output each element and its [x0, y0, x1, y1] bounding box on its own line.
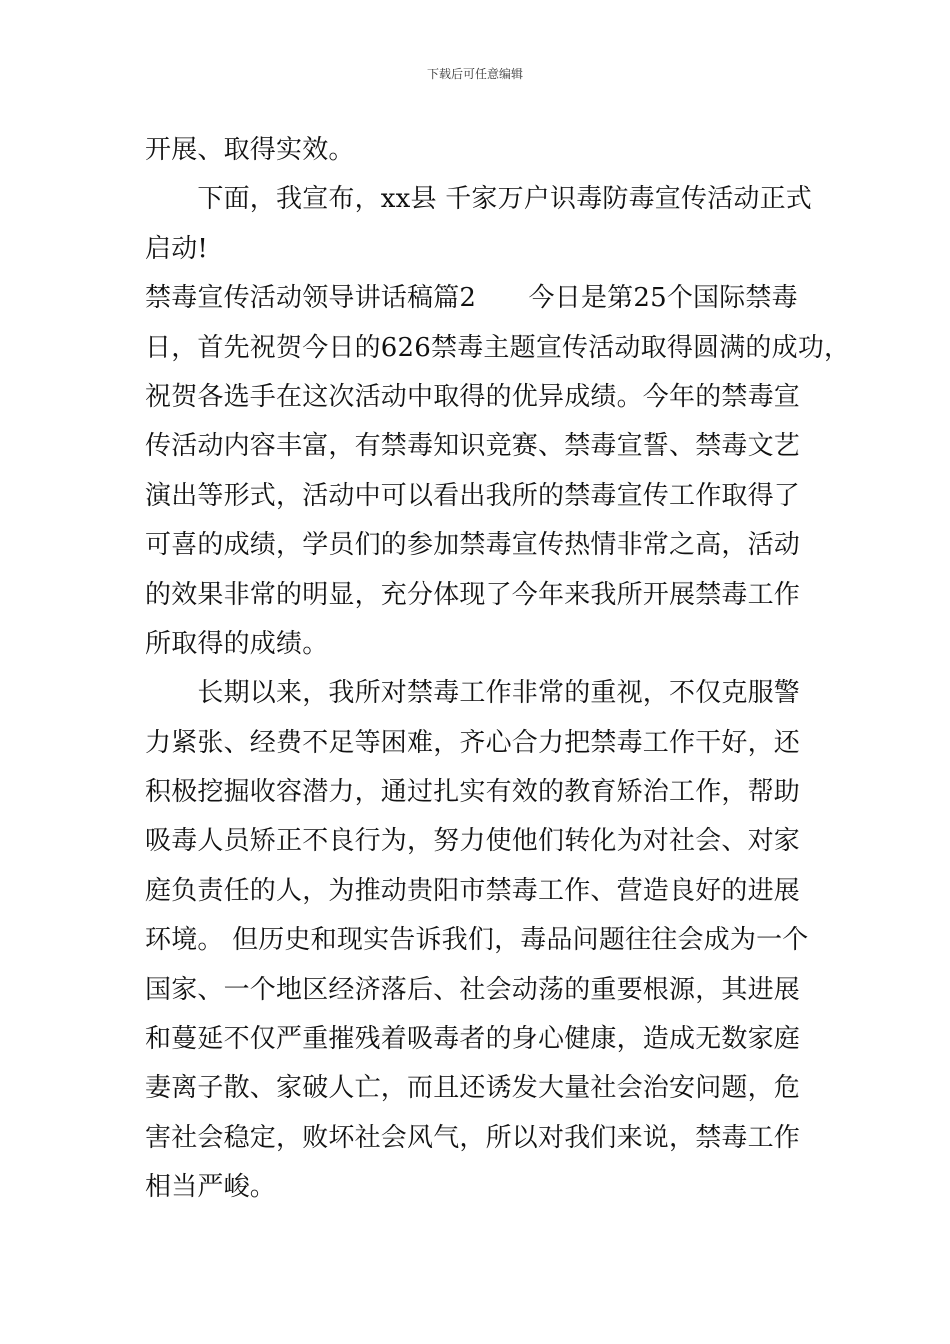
- text-line: 妻离子散、家破人亡，而且还诱发大量社会治安问题，危: [145, 1073, 801, 1104]
- text-line: 吸毒人员矫正不良行为，努力使他们转化为对社会、对家: [145, 826, 801, 857]
- text-line: 可喜的成绩，学员们的参加禁毒宣传热情非常之高，活动: [145, 530, 801, 561]
- text-line: 和蔓延不仅严重摧残着吸毒者的身心健康，造成无数家庭: [145, 1024, 801, 1055]
- text-line: 日，首先祝贺今日的626禁毒主题宣传活动取得圆满的成功，: [145, 332, 851, 363]
- text-line: 传活动内容丰富，有禁毒知识竞赛、禁毒宣誓、禁毒文艺: [145, 431, 801, 462]
- text-line: 祝贺各选手在这次活动中取得的优异成绩。今年的禁毒宣: [145, 381, 801, 412]
- document-body: [145, 126, 851, 1213]
- text-line: 相当严峻。: [145, 1172, 277, 1203]
- page-header-note: 下载后可任意编辑: [426, 67, 523, 81]
- text-line: 力紧张、经费不足等困难，齐心合力把禁毒工作干好，还: [145, 727, 801, 758]
- text-line: 所取得的成绩。: [145, 628, 329, 659]
- text-line: 下面，我宣布，xx县 千家万户识毒防毒宣传活动正式: [145, 184, 812, 215]
- text-line: 庭负责任的人，为推动贵阳市禁毒工作、营造良好的进展: [145, 875, 801, 906]
- text-line: 害社会稳定，败坏社会风气，所以对我们来说，禁毒工作: [145, 1122, 801, 1153]
- text-line: 环境。 但历史和现实告诉我们，毒品问题往往会成为一个: [145, 925, 809, 956]
- text-line: 演出等形式，活动中可以看出我所的禁毒宣传工作取得了: [145, 480, 801, 511]
- text-line: 开展、取得实效。: [145, 135, 355, 165]
- text-line: 长期以来，我所对禁毒工作非常的重视，不仅克服警: [145, 678, 801, 709]
- text-line: 启动!: [145, 233, 209, 264]
- text-line: 禁毒宣传活动领导讲话稿篇2 今日是第25个国际禁毒: [145, 283, 798, 314]
- text-line: 的效果非常的明显，充分体现了今年来我所开展禁毒工作: [145, 579, 801, 610]
- text-line: 国家、一个地区经济落后、社会动荡的重要根源，其进展: [145, 974, 801, 1005]
- text-line: 积极挖掘收容潜力，通过扎实有效的教育矫治工作，帮助: [145, 777, 801, 808]
